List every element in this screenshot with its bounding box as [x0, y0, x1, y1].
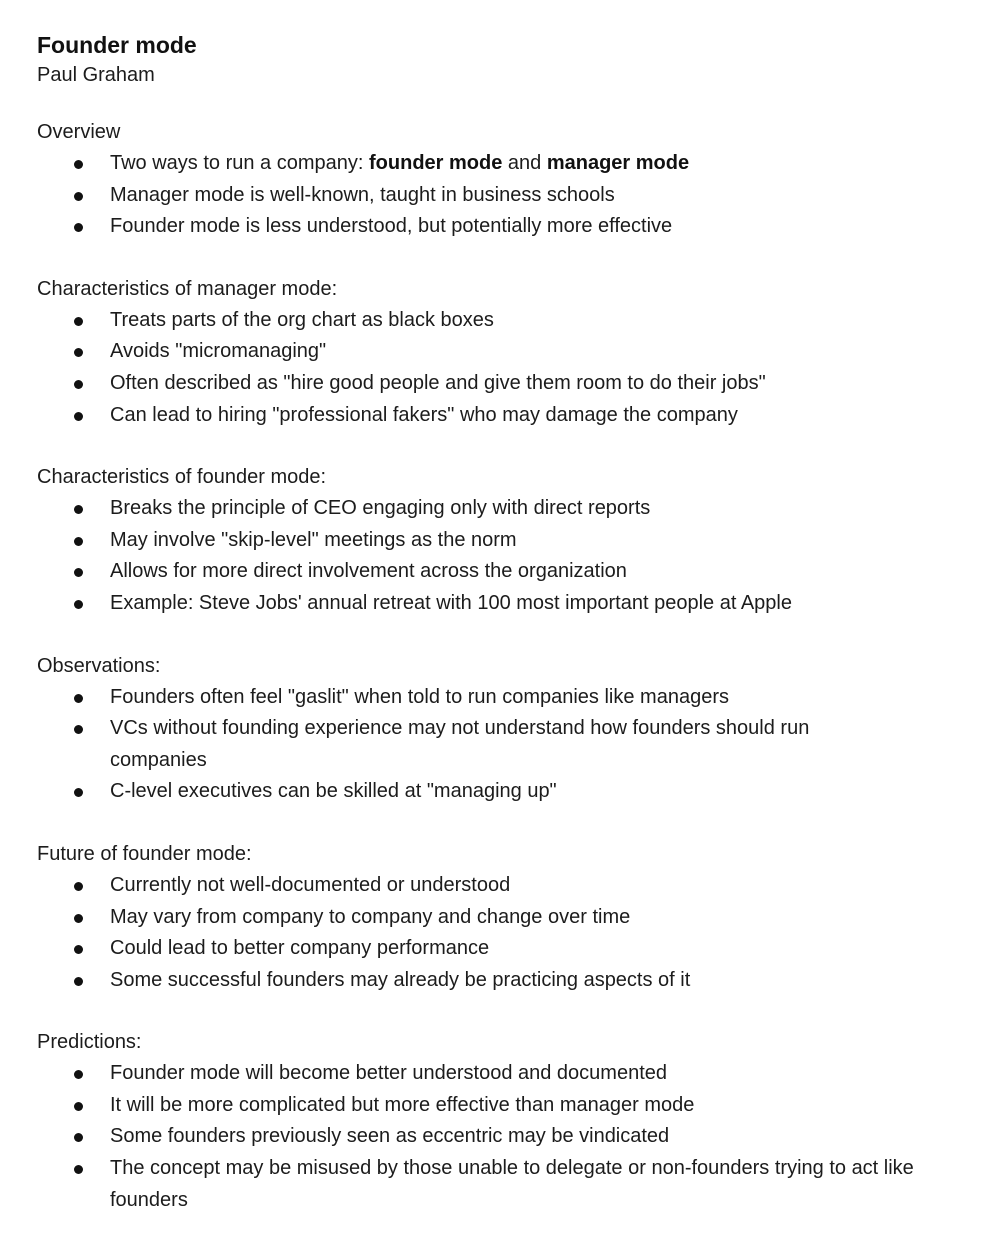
list-item — [37, 713, 897, 776]
list-item-text: Allows for more direct involvement across the organization — [110, 560, 627, 583]
bold-term: manager mode — [546, 152, 690, 174]
list-item-text: Can lead to hiring "professional fakers" who may damage the company — [110, 403, 738, 426]
list-item-text: The concept may be misused by those unable to delegate or non-founders trying to act like founders — [110, 1157, 914, 1211]
list-item — [37, 336, 897, 368]
bullet-icon — [74, 725, 83, 734]
section-heading: Observations: — [37, 654, 161, 677]
list-item — [37, 368, 897, 400]
list-item — [37, 1058, 897, 1090]
list-item — [37, 588, 897, 620]
section-heading: Characteristics of manager mode: — [37, 277, 338, 300]
bullet-icon — [74, 945, 83, 954]
bullet-icon — [74, 882, 83, 891]
bullet-icon — [74, 1133, 83, 1142]
document-author: Paul Graham — [37, 64, 155, 86]
list-item-text: Currently not well-documented or understood — [110, 873, 511, 896]
list-item-text: VCs without founding experience may not understand how founders should run companies — [110, 717, 810, 771]
bullet-icon — [74, 788, 83, 797]
bullet-icon — [74, 600, 83, 609]
list-item-text: Founders often feel "gaslit" when told to run companies like managers — [110, 685, 729, 708]
list-item — [37, 400, 897, 432]
list-item-text: Example: Steve Jobs' annual retreat with 100 most important people at Apple — [110, 591, 792, 614]
list-item — [37, 493, 897, 525]
section-future — [37, 838, 996, 996]
list-item-text: Some successful founders may already be practicing aspects of it — [110, 968, 691, 991]
section-heading: Future of founder mode: — [37, 842, 252, 865]
list-item-text: Two ways to run a company: — [110, 152, 370, 174]
list-item — [37, 525, 897, 557]
list-item — [37, 148, 897, 180]
list-item-text: Treats parts of the org chart as black boxes — [110, 308, 494, 331]
bold-term: founder mode — [369, 152, 503, 174]
bullet-icon — [74, 505, 83, 514]
list-item — [37, 902, 897, 934]
list-item — [37, 1153, 977, 1216]
bullet-icon — [74, 317, 83, 326]
list-item-text: It will be more complicated but more effective than manager mode — [110, 1093, 695, 1116]
section-overview — [37, 116, 996, 243]
bullet-list — [37, 305, 996, 431]
list-item — [37, 965, 897, 997]
bullet-icon — [74, 914, 83, 923]
list-item-text: May involve "skip-level" meetings as the norm — [110, 528, 517, 551]
list-item — [37, 933, 897, 965]
bullet-list — [37, 148, 996, 243]
bullet-icon — [74, 1102, 83, 1111]
bullet-icon — [74, 1165, 83, 1174]
section-observations — [37, 650, 996, 808]
bullet-icon — [74, 977, 83, 986]
bullet-icon — [74, 160, 83, 169]
list-item — [37, 870, 897, 902]
bullet-list — [37, 493, 996, 619]
bullet-icon — [74, 537, 83, 546]
section-manager-mode — [37, 273, 996, 431]
section-heading: Predictions: — [37, 1031, 142, 1054]
bullet-icon — [74, 1070, 83, 1079]
list-item-text: Often described as "hire good people and give them room to do their jobs" — [110, 371, 766, 394]
list-item — [37, 1121, 897, 1153]
section-heading: Characteristics of founder mode: — [37, 466, 327, 489]
section-founder-mode — [37, 461, 996, 619]
section-predictions — [37, 1026, 996, 1216]
bullet-list — [37, 1058, 996, 1216]
list-item-text: and — [502, 152, 547, 174]
bullet-list — [37, 682, 996, 808]
list-item — [37, 776, 897, 808]
list-item-text: May vary from company to company and change over time — [110, 905, 631, 928]
list-item-text: Some founders previously seen as eccentric may be vindicated — [110, 1125, 670, 1148]
list-item — [37, 1090, 897, 1122]
list-item — [37, 305, 897, 337]
bullet-icon — [74, 412, 83, 421]
bullet-list — [37, 870, 996, 996]
section-heading: Overview — [37, 121, 121, 143]
list-item-text: Manager mode is well-known, taught in business schools — [110, 183, 615, 206]
document-title: Founder mode — [37, 32, 197, 58]
list-item — [37, 180, 897, 212]
bullet-icon — [74, 348, 83, 357]
bullet-icon — [74, 694, 83, 703]
bullet-icon — [74, 380, 83, 389]
list-item-text: Breaks the principle of CEO engaging only with direct reports — [110, 497, 651, 520]
bullet-icon — [74, 568, 83, 577]
list-item-text: Founder mode is less understood, but potentially more effective — [110, 215, 673, 238]
bullet-icon — [74, 223, 83, 232]
bullet-icon — [74, 192, 83, 201]
list-item — [37, 556, 897, 588]
list-item-text: C-level executives can be skilled at "managing up" — [110, 780, 557, 803]
list-item-text: Could lead to better company performance — [110, 937, 490, 960]
list-item-text: Founder mode will become better understood and documented — [110, 1062, 668, 1085]
list-item-text: Avoids "micromanaging" — [110, 340, 327, 363]
list-item — [37, 211, 897, 243]
list-item — [37, 682, 897, 714]
